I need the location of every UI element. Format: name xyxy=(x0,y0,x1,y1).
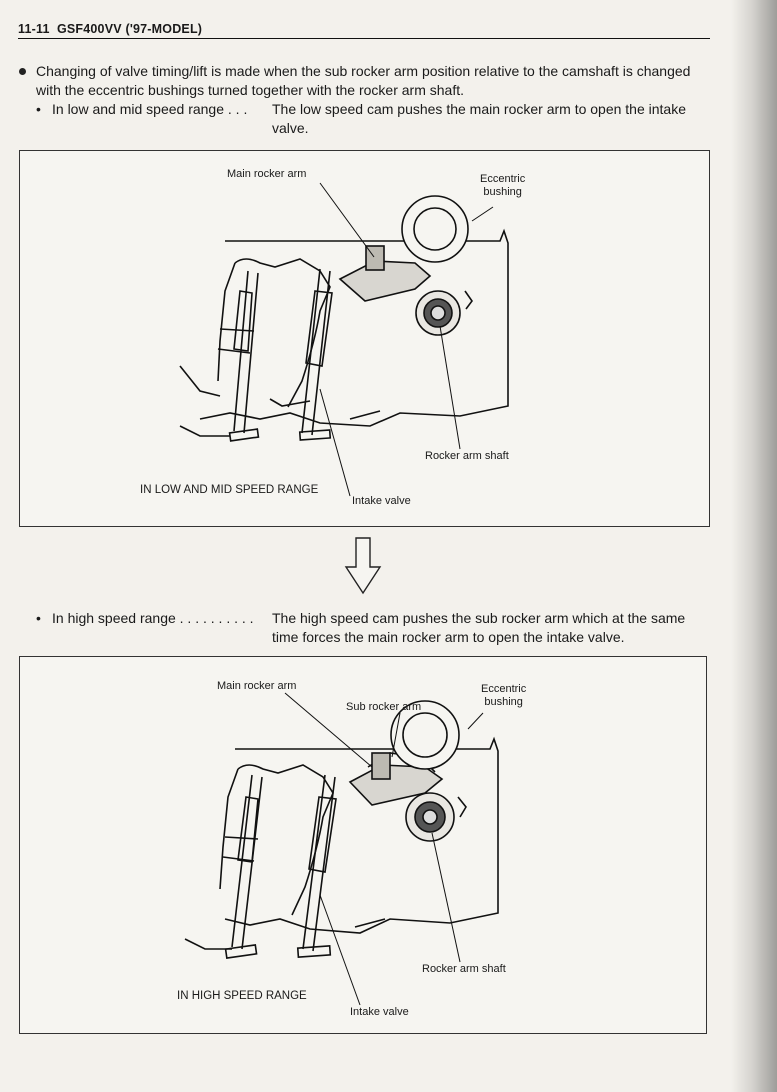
low-range-bullet: • xyxy=(36,101,41,117)
page-number: 11-11 xyxy=(18,22,50,36)
low-range-label: In low and mid speed range . . . xyxy=(52,101,248,117)
label-rocker-arm-shaft-high: Rocker arm shaft xyxy=(422,963,506,975)
bullet-icon xyxy=(19,68,26,75)
label-eccentric-bushing: Eccentric bushing xyxy=(480,173,526,198)
high-range-bullet: • xyxy=(36,610,41,626)
figure-high-speed xyxy=(19,656,707,1034)
figure-caption-low: IN LOW AND MID SPEED RANGE xyxy=(140,484,319,496)
label-sub-rocker-arm: Sub rocker arm xyxy=(346,701,422,713)
down-arrow-icon xyxy=(344,537,382,595)
figure-caption-high: IN HIGH SPEED RANGE xyxy=(177,990,307,1002)
high-range-label: In high speed range . . . . . . . . . . xyxy=(52,610,254,626)
high-range-text: The high speed cam pushes the sub rocker arm which at the same time forces the main rocker arm to open the intake valve. xyxy=(272,610,686,645)
label-eccentric-bushing-high: Eccentric bushing xyxy=(481,683,527,708)
low-speed-diagram xyxy=(20,151,709,526)
page-header xyxy=(18,22,710,39)
intro-paragraph: Changing of valve timing/lift is made when the sub rocker arm position relative to the camshaft is changed with the eccentric bushings turned together with the rocker arm shaft. xyxy=(36,63,691,98)
page-edge-shadow xyxy=(731,0,777,1092)
low-range-text: The low speed cam pushes the main rocker arm to open the intake valve. xyxy=(272,101,686,136)
figure-low-speed xyxy=(19,150,710,527)
model-name: GSF400VV ('97-MODEL) xyxy=(56,22,203,36)
label-intake-valve: Intake valve xyxy=(352,495,411,507)
label-rocker-arm-shaft: Rocker arm shaft xyxy=(425,450,509,462)
label-intake-valve-high: Intake valve xyxy=(350,1006,409,1018)
label-main-rocker-arm: Main rocker arm xyxy=(227,168,307,180)
label-main-rocker-arm-high: Main rocker arm xyxy=(217,680,297,692)
